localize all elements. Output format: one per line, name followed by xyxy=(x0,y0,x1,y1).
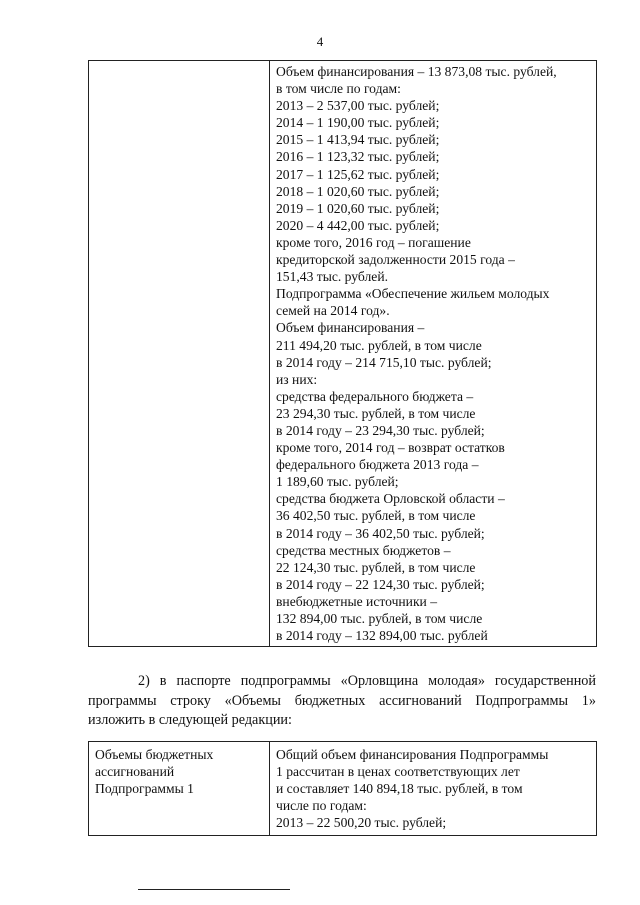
text-line: 36 402,50 тыс. рублей, в том числе xyxy=(276,508,476,524)
table-cell-funding-details xyxy=(270,61,597,647)
text-line: в 2014 году – 23 294,30 тыс. рублей; xyxy=(276,422,485,438)
text-line: 132 894,00 тыс. рублей, в том числе xyxy=(276,611,483,626)
text-line: в 2014 году – 22 124,30 тыс. рублей; xyxy=(276,576,485,592)
left-cell-text xyxy=(89,61,269,65)
text-line: из них: xyxy=(276,371,318,387)
text-line: в том числе по годам: xyxy=(276,81,401,97)
text-line: Общий объем финансирования Подпрограммы xyxy=(276,747,549,762)
text-line: средства местных бюджетов – xyxy=(276,542,451,558)
funding-table-continued xyxy=(88,60,597,647)
text-line: кроме того, 2014 год – возврат остатков xyxy=(276,440,505,456)
paragraph-line: изложить в следующей редакции: xyxy=(88,712,292,728)
text-line: семей на 2014 год». xyxy=(276,303,390,319)
table-cell-left-empty xyxy=(89,61,270,647)
text-line: 2017 – 1 125,62 тыс. рублей; xyxy=(276,166,440,182)
text-line: средства федерального бюджета – xyxy=(276,388,474,404)
text-line: кроме того, 2016 год – погашение xyxy=(276,234,471,250)
text-line: в 2014 году – 214 715,10 тыс. рублей; xyxy=(276,354,492,370)
table-row xyxy=(89,742,597,836)
text-line: 2015 – 1 413,94 тыс. рублей; xyxy=(276,132,440,148)
text-line: 2014 – 1 190,00 тыс. рублей; xyxy=(276,115,440,131)
text-line: 2019 – 1 020,60 тыс. рублей; xyxy=(276,200,440,216)
text-line: числе по годам: xyxy=(276,798,367,814)
table-row xyxy=(89,61,597,647)
page-number: 4 xyxy=(316,34,324,49)
text-line: 22 124,30 тыс. рублей, в том числе xyxy=(276,559,476,575)
amendment-paragraph xyxy=(88,672,596,731)
text-line: 2016 – 1 123,32 тыс. рублей; xyxy=(276,149,440,165)
text-line: средства бюджета Орловской области – xyxy=(276,491,505,507)
paragraph-line: программы строку «Объемы бюджетных ассигнований Подпрограммы 1» xyxy=(88,692,596,709)
table-cell-row-content xyxy=(270,742,597,836)
text-line: в 2014 году – 36 402,50 тыс. рублей; xyxy=(276,525,485,541)
footnote-separator-line xyxy=(138,889,290,890)
text-line: федерального бюджета 2013 года – xyxy=(276,457,479,473)
text-line: 2018 – 1 020,60 тыс. рублей; xyxy=(276,183,440,199)
table-cell-row-label xyxy=(89,742,270,836)
row-content-lines xyxy=(270,742,596,835)
text-line: Объем финансирования – 13 873,08 тыс. рублей, xyxy=(276,64,557,79)
text-line: 2013 – 2 537,00 тыс. рублей; xyxy=(276,98,440,114)
text-line: Объем финансирования – xyxy=(276,320,425,336)
text-line: 211 494,20 тыс. рублей, в том числе xyxy=(276,337,482,353)
text-line: Подпрограммы 1 xyxy=(95,781,194,797)
text-line: 2020 – 4 442,00 тыс. рублей; xyxy=(276,217,440,233)
text-line: 151,43 тыс. рублей. xyxy=(276,269,388,285)
text-line: 2013 – 22 500,20 тыс. рублей; xyxy=(276,815,447,831)
text-line: 23 294,30 тыс. рублей, в том числе xyxy=(276,405,476,421)
paragraph-line: 2) в паспорте подпрограммы «Орловщина молодая» государственной xyxy=(138,673,596,689)
funding-details-lines xyxy=(270,61,596,646)
row-label-lines xyxy=(89,742,269,801)
text-line: Объемы бюджетных xyxy=(95,747,214,762)
text-line: и составляет 140 894,18 тыс. рублей, в том xyxy=(276,781,523,797)
text-line: ассигнований xyxy=(95,764,175,780)
text-line: внебюджетные источники – xyxy=(276,593,438,609)
text-line: 1 рассчитан в ценах соответствующих лет xyxy=(276,764,520,780)
text-line: кредиторской задолженности 2015 года – xyxy=(276,252,515,268)
text-line: 1 189,60 тыс. рублей; xyxy=(276,474,399,490)
text-line: Подпрограмма «Обеспечение жильем молодых xyxy=(276,286,550,302)
text-line: в 2014 году – 132 894,00 тыс. рублей xyxy=(276,628,488,644)
budget-allocations-table xyxy=(88,741,597,836)
